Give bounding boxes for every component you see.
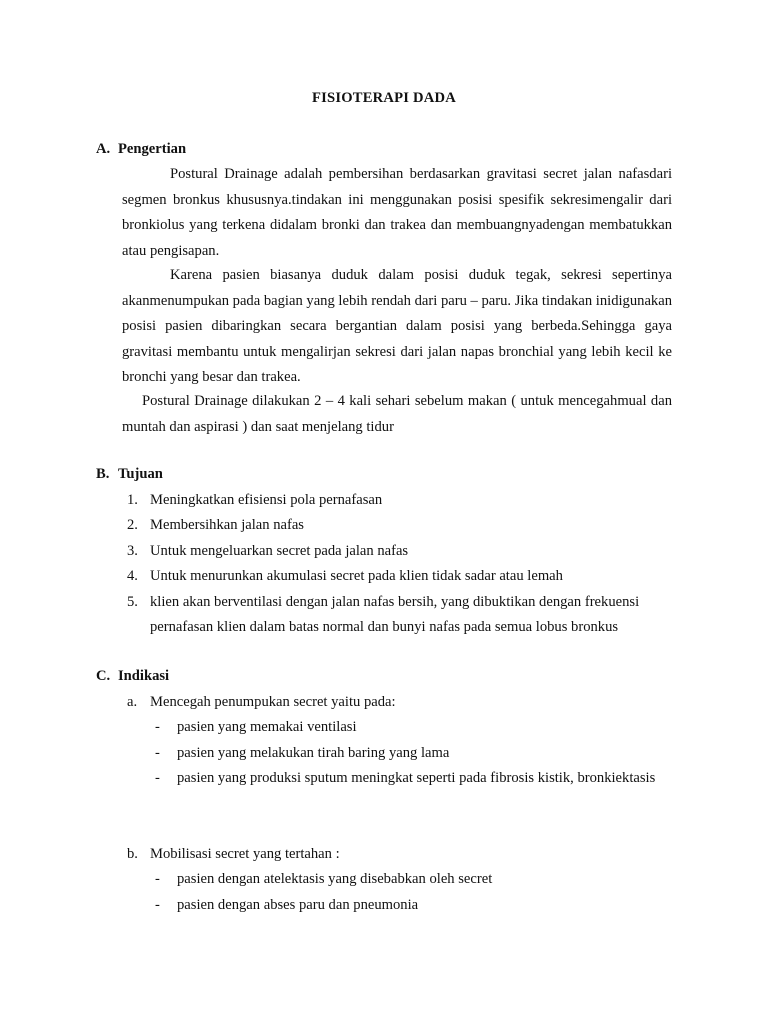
dash-bullet: - [155, 896, 160, 913]
list-item-text: Meningkatkan efisiensi pola pernafasan [150, 492, 383, 508]
list-item [122, 513, 672, 538]
sub-b-label [122, 842, 672, 867]
list-item [122, 741, 672, 766]
list-item-text: Membersihkan jalan nafas [150, 517, 304, 534]
document-title: FISIOTERAPI DADA [312, 90, 456, 106]
list-item [122, 564, 672, 589]
sub-a-letter: a. [127, 694, 138, 710]
list-item-number: 1. [127, 492, 138, 508]
list-item [122, 893, 672, 918]
section-b-heading [96, 466, 163, 483]
section-a-title: Pengertian [118, 141, 187, 157]
section-b-letter: B. [96, 466, 110, 482]
list-item [122, 488, 672, 513]
list-item-text: klien akan berventilasi dengan jalan nafas bersih, yang dibuktikan dengan frekuensi pernafasan klien dalam batas normal dan bunyi nafas pada semua lobus bronkus [150, 593, 640, 636]
dash-bullet: - [155, 744, 160, 761]
list-item-text: pasien yang melakukan tirah baring yang lama [177, 744, 450, 761]
sub-b-text: Mobilisasi secret yang tertahan : [150, 846, 340, 862]
tujuan-list [122, 488, 672, 640]
list-item [122, 715, 672, 740]
section-c-heading [96, 668, 169, 685]
section-a-heading [96, 141, 186, 158]
list-item-number: 4. [127, 568, 138, 585]
list-item-text: pasien dengan abses paru dan pneumonia [177, 896, 419, 913]
list-item [122, 539, 672, 564]
list-item-number: 3. [127, 542, 138, 559]
list-item-text: pasien yang produksi sputum meningkat seperti pada fibrosis kistik, bronkiektasis [177, 770, 656, 787]
sub-a-list [122, 715, 672, 791]
sub-b-letter: b. [127, 846, 138, 862]
sub-a-label [122, 690, 672, 715]
list-item-number: 5. [127, 593, 138, 610]
dash-bullet: - [155, 770, 160, 787]
section-a-paragraph-3: Postural Drainage dilakukan 2 – 4 kali sehari sebelum makan ( untuk mencegahmual dan muntah dan aspirasi ) dan saat menjelang tidur [122, 393, 672, 435]
list-item-text: pasien yang memakai ventilasi [177, 719, 357, 736]
section-c-letter: C. [96, 668, 111, 684]
sub-a-text: Mencegah penumpukan secret yaitu pada: [150, 694, 396, 710]
list-item-text: pasien dengan atelektasis yang disebabkan oleh secret [177, 871, 493, 888]
section-b-title: Tujuan [118, 466, 163, 482]
list-item [122, 590, 672, 641]
section-c-title: Indikasi [118, 668, 170, 684]
indikasi-sub-a [122, 690, 672, 792]
list-item-number: 2. [127, 517, 138, 534]
section-a-paragraph-1: Postural Drainage adalah pembersihan berdasarkan gravitasi secret jalan nafasdari segmen bronkus khususnya.tindakan ini menggunakan posisi spesifik sekresimengalir dari bronkiolus yang terkena didalam bronki dan trakea dan membuangnyadengan membatukkan atau pengisapan. [122, 166, 672, 259]
list-item-text: Untuk menurunkan akumulasi secret pada klien tidak sadar atau lemah [150, 568, 563, 585]
dash-bullet: - [155, 871, 160, 888]
sub-b-list [122, 867, 672, 918]
indikasi-sub-b [122, 842, 672, 918]
section-a-letter: A. [96, 141, 111, 157]
list-item [122, 766, 672, 791]
section-a-paragraph-2: Karena pasien biasanya duduk dalam posisi duduk tegak, sekresi sepertinya akanmenumpukan pada bagian yang lebih rendah dari paru – paru. Jika tindakan inidigunakan posisi pasien dibaringkan secara bergantian dalam posisi yang berbeda.Sehingga gaya gravitasi membantu untuk mengalirjan sekresi dari jalan napas bronchial yang lebih kecil ke bronchi yang besar dan trakea. [122, 267, 672, 386]
list-item-text: Untuk mengeluarkan secret pada jalan nafas [150, 542, 409, 559]
list-item [122, 867, 672, 892]
dash-bullet: - [155, 719, 160, 736]
